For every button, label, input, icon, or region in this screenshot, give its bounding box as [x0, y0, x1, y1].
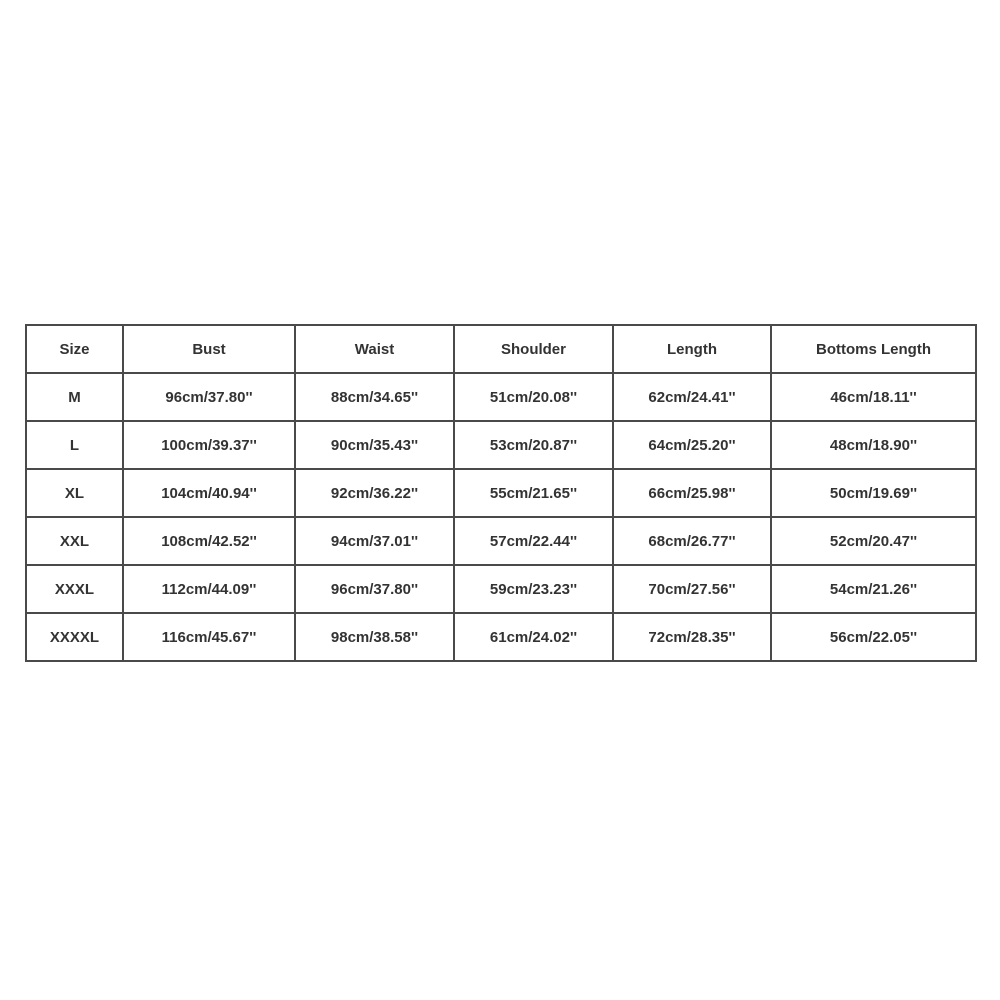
length-cell: 72cm/28.35'': [613, 613, 771, 661]
table-row: [26, 565, 976, 613]
length-cell: 68cm/26.77'': [613, 517, 771, 565]
header-bottoms-length: Bottoms Length: [771, 325, 976, 373]
size-cell: XXXL: [26, 565, 123, 613]
table-row: [26, 373, 976, 421]
size-cell: L: [26, 421, 123, 469]
length-cell: 70cm/27.56'': [613, 565, 771, 613]
waist-cell: 98cm/38.58'': [295, 613, 454, 661]
table-row: [26, 421, 976, 469]
size-cell: XXXXL: [26, 613, 123, 661]
header-bust: Bust: [123, 325, 295, 373]
shoulder-cell: 59cm/23.23'': [454, 565, 613, 613]
bust-cell: 108cm/42.52'': [123, 517, 295, 565]
bottoms-length-cell: 46cm/18.11'': [771, 373, 976, 421]
length-cell: 66cm/25.98'': [613, 469, 771, 517]
bottoms-length-cell: 48cm/18.90'': [771, 421, 976, 469]
bottoms-length-cell: 52cm/20.47'': [771, 517, 976, 565]
bust-cell: 96cm/37.80'': [123, 373, 295, 421]
bust-cell: 100cm/39.37'': [123, 421, 295, 469]
header-length: Length: [613, 325, 771, 373]
shoulder-cell: 51cm/20.08'': [454, 373, 613, 421]
size-cell: XXL: [26, 517, 123, 565]
shoulder-cell: 57cm/22.44'': [454, 517, 613, 565]
size-chart-table: [25, 324, 977, 662]
waist-cell: 94cm/37.01'': [295, 517, 454, 565]
length-cell: 64cm/25.20'': [613, 421, 771, 469]
size-cell: XL: [26, 469, 123, 517]
length-cell: 62cm/24.41'': [613, 373, 771, 421]
waist-cell: 90cm/35.43'': [295, 421, 454, 469]
waist-cell: 92cm/36.22'': [295, 469, 454, 517]
header-size: Size: [26, 325, 123, 373]
bottoms-length-cell: 54cm/21.26'': [771, 565, 976, 613]
bust-cell: 112cm/44.09'': [123, 565, 295, 613]
header-waist: Waist: [295, 325, 454, 373]
header-row: [26, 325, 976, 373]
shoulder-cell: 61cm/24.02'': [454, 613, 613, 661]
waist-cell: 88cm/34.65'': [295, 373, 454, 421]
table-row: [26, 517, 976, 565]
bottoms-length-cell: 50cm/19.69'': [771, 469, 976, 517]
table-row: [26, 613, 976, 661]
waist-cell: 96cm/37.80'': [295, 565, 454, 613]
shoulder-cell: 55cm/21.65'': [454, 469, 613, 517]
table-row: [26, 469, 976, 517]
bust-cell: 104cm/40.94'': [123, 469, 295, 517]
size-cell: M: [26, 373, 123, 421]
shoulder-cell: 53cm/20.87'': [454, 421, 613, 469]
bottoms-length-cell: 56cm/22.05'': [771, 613, 976, 661]
bust-cell: 116cm/45.67'': [123, 613, 295, 661]
header-shoulder: Shoulder: [454, 325, 613, 373]
